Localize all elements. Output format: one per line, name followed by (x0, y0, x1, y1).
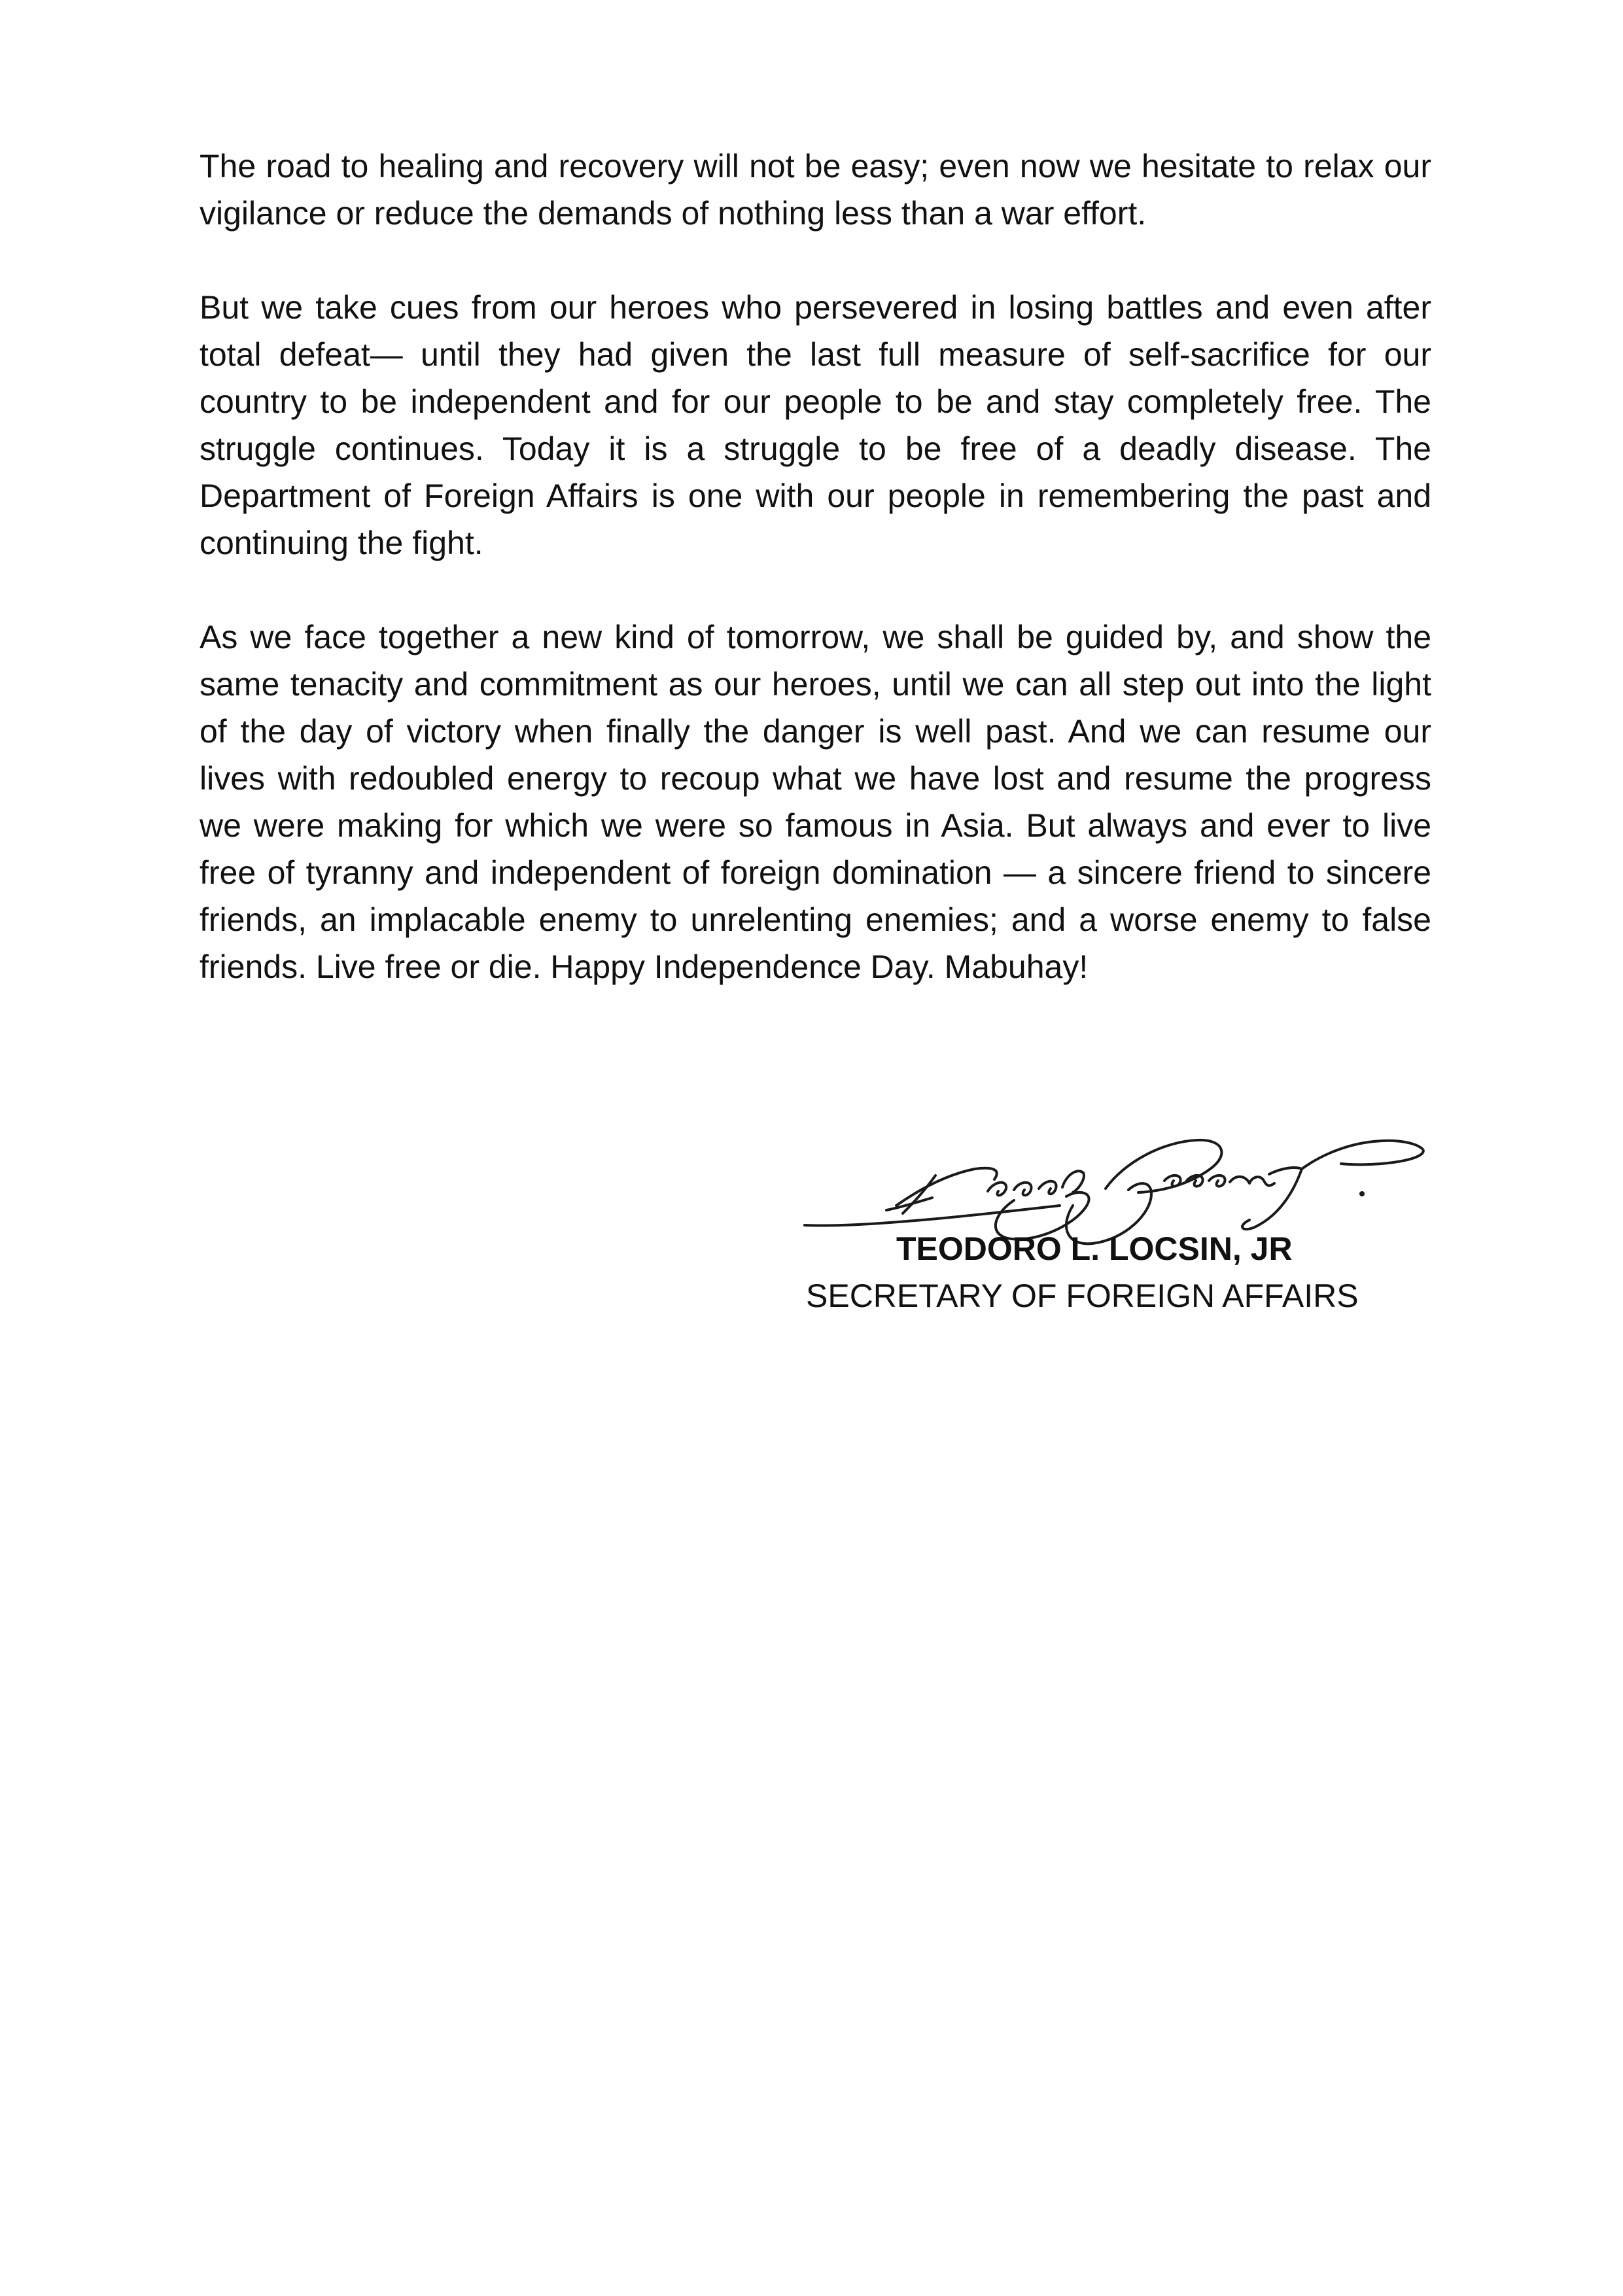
paragraph-1: The road to healing and recovery will not be easy; even now we hesitate to relax our vigilance or reduce the demands of nothing less than a war effort. (200, 148, 1431, 232)
letter-body (200, 143, 1431, 990)
signer-name: TEODORO L. LOCSIN, JR (896, 1230, 1293, 1267)
paragraph-3: As we face together a new kind of tomorrow, we shall be guided by, and show the same tenacity and commitment as our heroes, until we can all step out into the light of the day of victory when finally the danger is well past. And we can resume our lives with redoubled energy to recoup what we have lost and resume the progress we were making for which we were so famous in Asia. But always and ever to live free of tyranny and independent of foreign domination — a sincere friend to sincere friends, an implacable enemy to unrelenting enemies; and a worse enemy to false friends. Live free or die. Happy Independence Day. Mabuhay! (200, 619, 1431, 985)
signature-dot (1359, 1191, 1365, 1196)
signature-block (798, 1128, 1452, 1325)
paragraph-2: But we take cues from our heroes who persevered in losing battles and even after total defeat— until they had given the last full measure of self-sacrifice for our country to be independent and for our people to be and stay completely free. The struggle continues. Today it is a struggle to be free of a deadly disease. The Department of Foreign Affairs is one with our people in remembering the past and continuing the fight. (200, 289, 1431, 561)
signer-title: SECRETARY OF FOREIGN AFFAIRS (806, 1278, 1359, 1314)
